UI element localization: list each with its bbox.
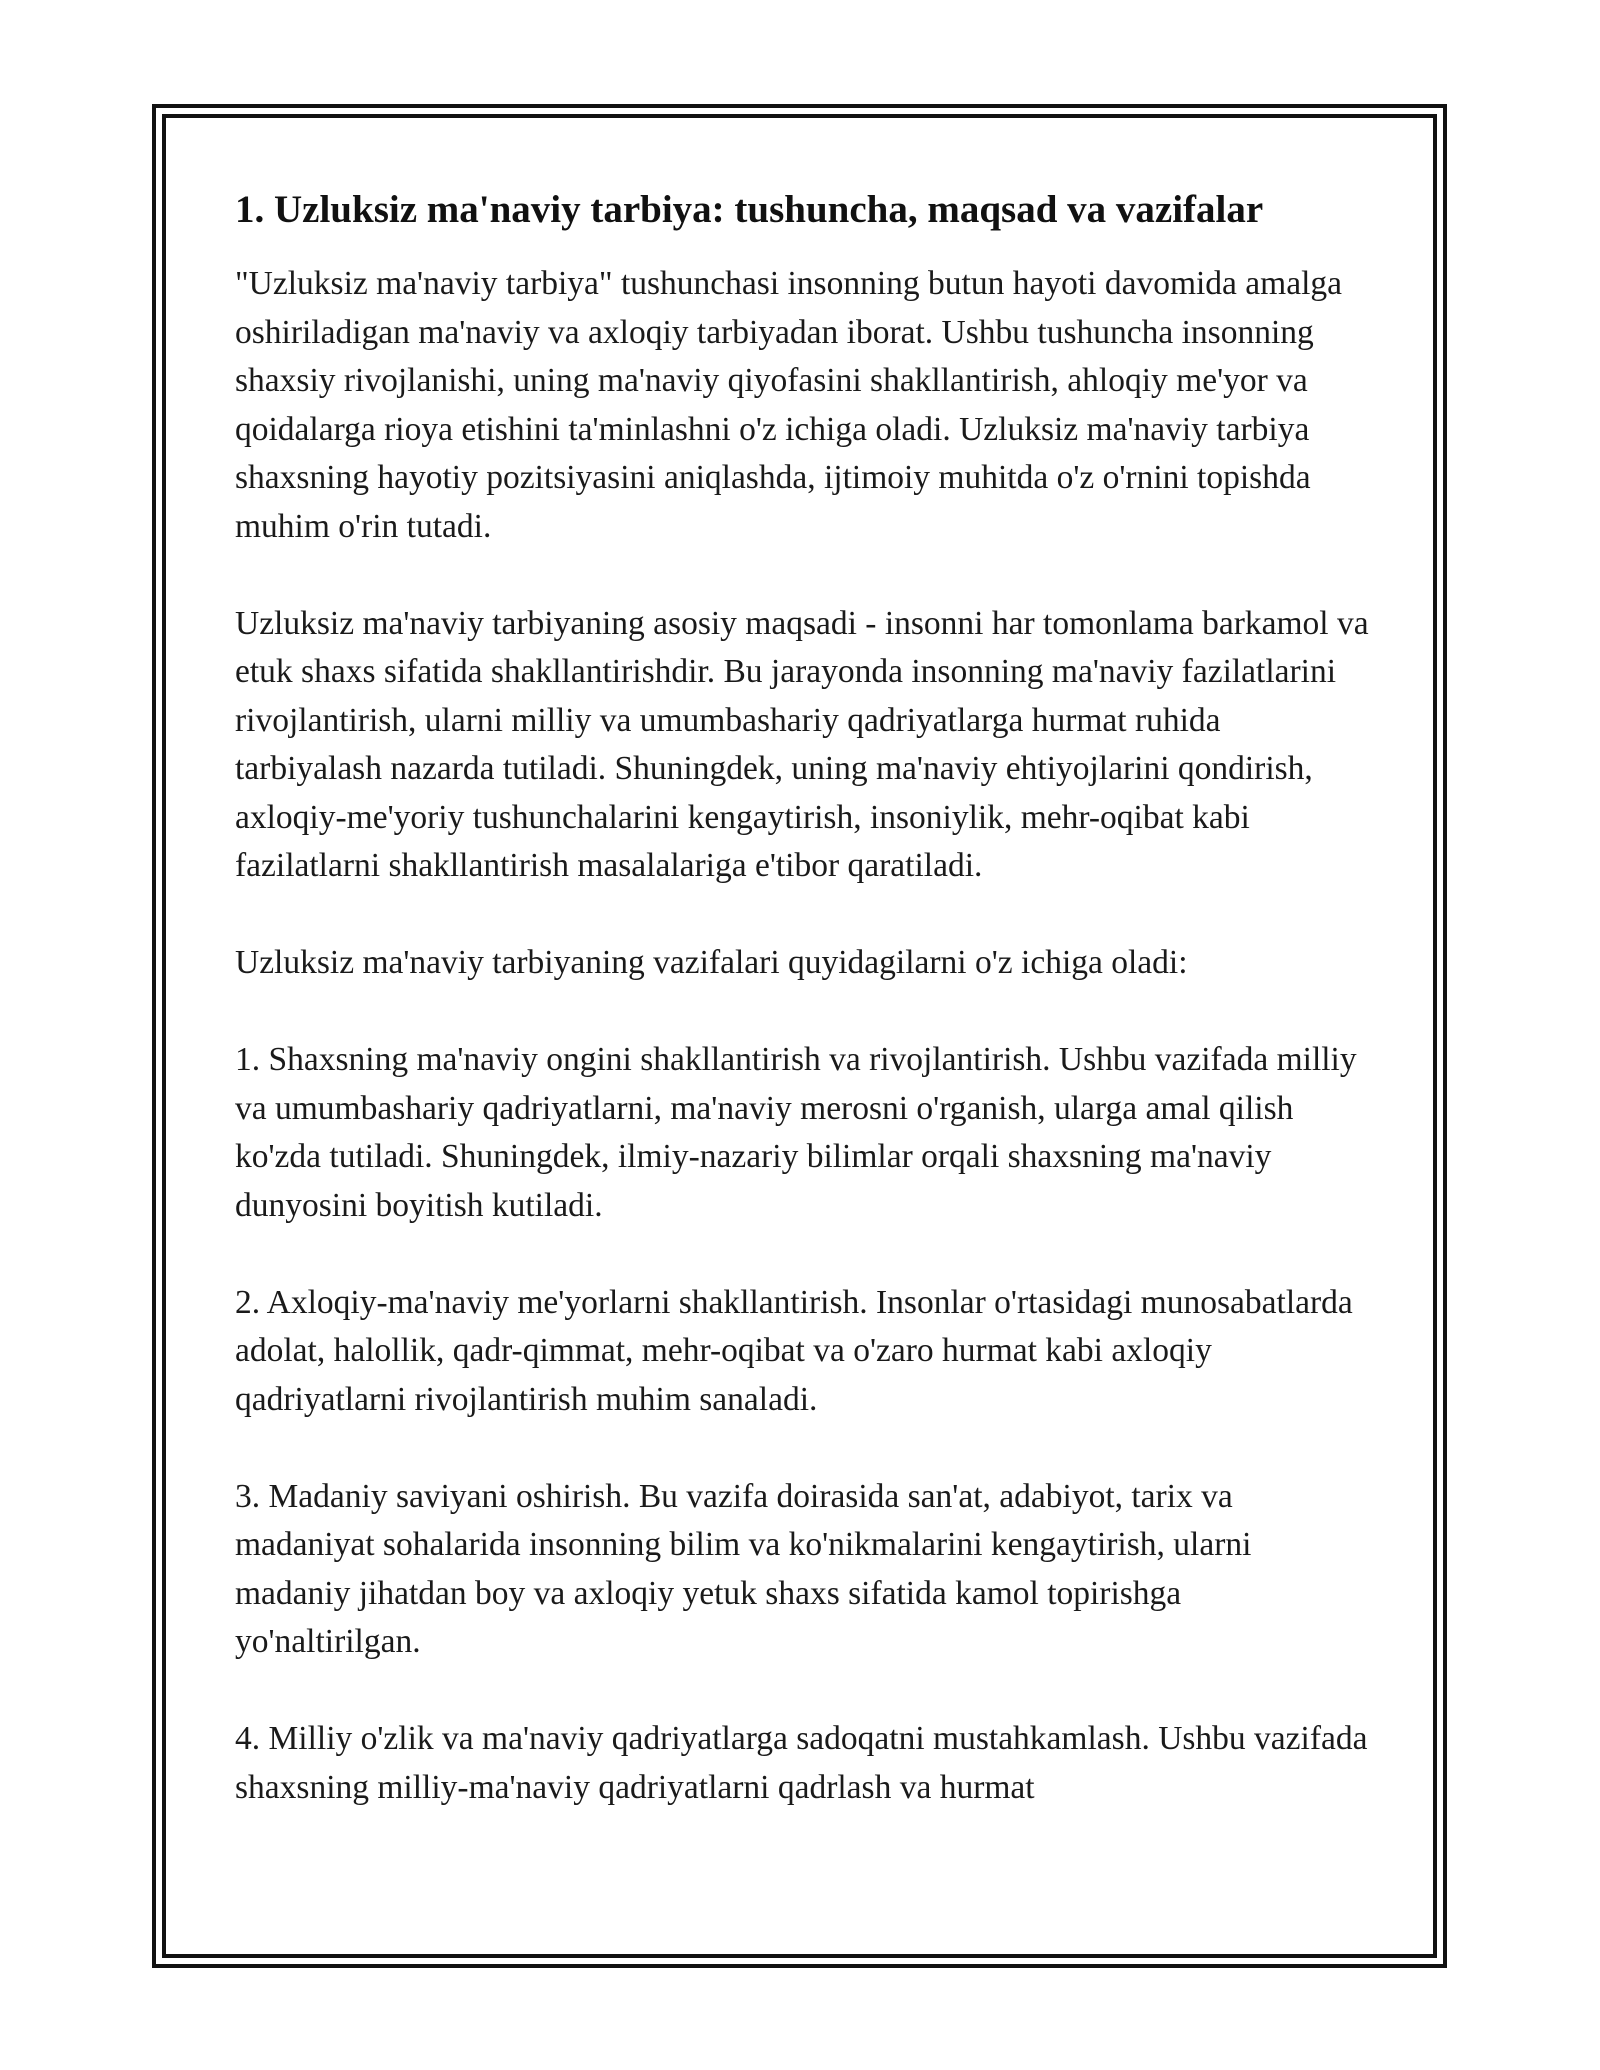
document-body — [235, 178, 1375, 1861]
section-title: 1. Uzluksiz ma'naviy tarbiya: tushuncha, maqsad va vazifalar — [235, 188, 1264, 231]
paragraph-task-3: 3. Madaniy saviyani oshirish. Bu vazifa doirasida san'at, adabiyot, tarix va madaniyat sohalarida insonning bilim va ko'nikmalarini kengaytirish, ularni madaniy jihatdan boy va axloqiy yetuk shaxs sifatida kamol topirishga yo'naltirilgan. — [235, 1477, 1252, 1660]
paragraph-tasks-intro: Uzluksiz ma'naviy tarbiyaning vazifalari quyidagilarni o'z ichiga oladi: — [235, 944, 1188, 981]
paragraph-goal: Uzluksiz ma'naviy tarbiyaning asosiy maqsadi - insonni har tomonlama barkamol va etuk shaxs sifatida shakllantirishdir. Bu jarayonda insonning ma'naviy fazilatlarini rivojlantirish, ularni milliy va umumbashariy qadriyatlarga hurmat ruhida tarbiyalash nazarda tutiladi. Shuningdek, uning ma'naviy ehtiyojlarini qondirish, axloqiy-me'yoriy tushunchalarini kengaytirish, insoniylik, mehr-oqibat kabi fazilatlarni shakllantirish masalalariga e'tibor qaratiladi. — [235, 604, 1369, 884]
paragraph-definition: "Uzluksiz ma'naviy tarbiya" tushunchasi insonning butun hayoti davomida amalga oshiriladigan ma'naviy va axloqiy tarbiyadan iborat. Ushbu tushuncha insonning shaxsiy rivojlanishi, uning ma'naviy qiyofasini shakllantirish, ahloqiy me'yor va qoidalarga rioya etishini ta'minlashni o'z ichiga oladi. Uzluksiz ma'naviy tarbiya shaxsning hayotiy pozitsiyasini aniqlashda, ijtimoiy muhitda o'z o'rnini topishda muhim o'rin tutadi. — [235, 265, 1343, 545]
paragraph-task-1: 1. Shaxsning ma'naviy ongini shakllantirish va rivojlantirish. Ushbu vazifada milliy va umumbashariy qadriyatlarni, ma'naviy merosni o'rganish, ularga amal qilish ko'zda tutiladi. Shuningdek, ilmiy-nazariy bilimlar orqali shaxsning ma'naviy dunyosini boyitish kutiladi. — [235, 1041, 1357, 1224]
paragraph-task-4: 4. Milliy o'zlik va ma'naviy qadriyatlarga sadoqatni mustahkamlash. Ushbu vazifada shaxsning milliy-ma'naviy qadriyatlarni qadrlash va hurmat — [235, 1720, 1368, 1806]
paragraph-task-2: 2. Axloqiy-ma'naviy me'yorlarni shakllantirish. Insonlar o'rtasidagi munosabatlarda adolat, halollik, qadr-qimmat, mehr-oqibat va o'zaro hurmat kabi axloqiy qadriyatlarni rivojlantirish muhim sanaladi. — [235, 1283, 1353, 1418]
